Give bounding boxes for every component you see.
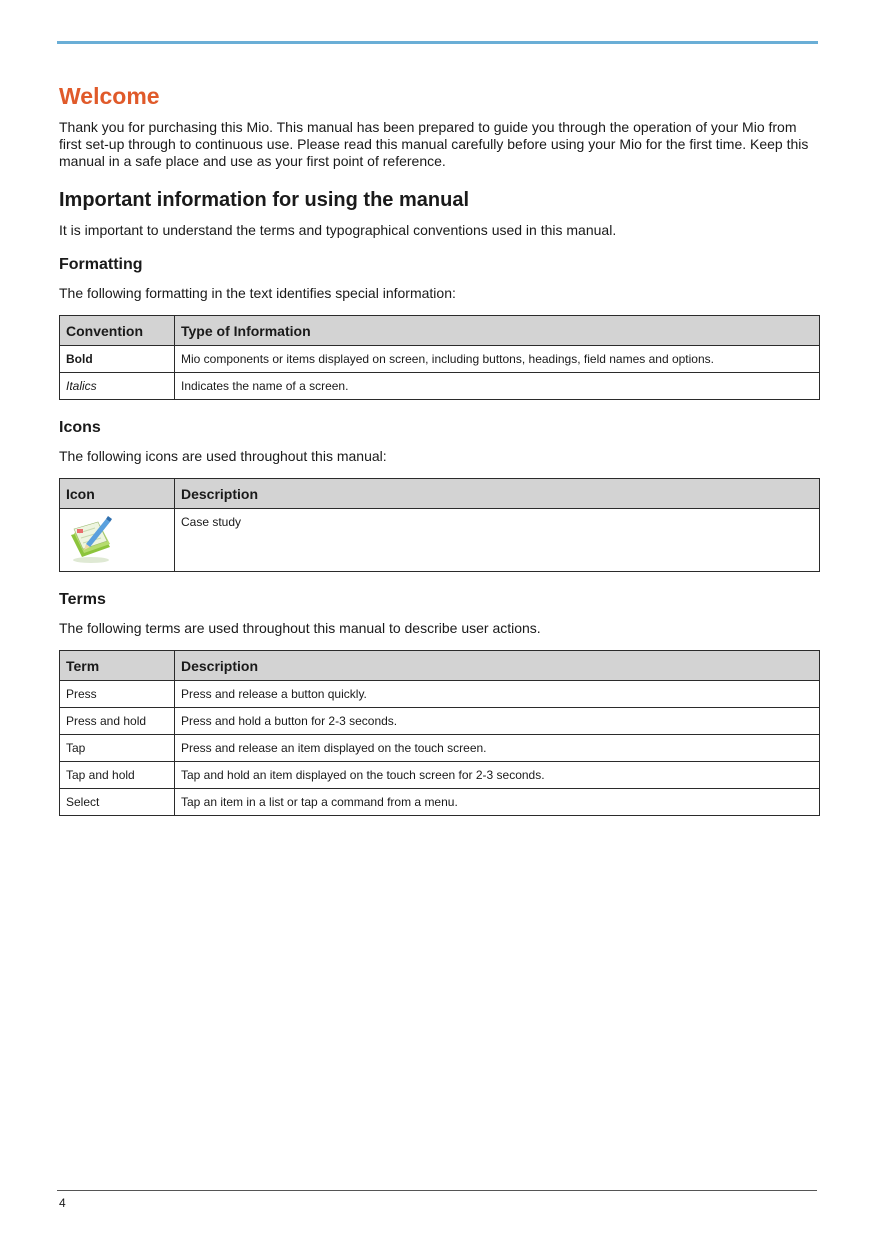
footer-rule — [57, 1190, 817, 1191]
terms-table — [59, 650, 820, 816]
term-cell: Select — [60, 789, 175, 816]
table-row — [60, 681, 820, 708]
formatting-heading: Formatting — [59, 256, 143, 273]
welcome-heading: Welcome — [59, 83, 160, 109]
column-header: Term — [60, 651, 175, 681]
table-header-row — [60, 651, 820, 681]
term-cell: Press — [60, 681, 175, 708]
terms-lead: The following terms are used throughout this manual to describe user actions. — [59, 620, 541, 636]
icons-table — [59, 478, 820, 572]
description-cell: Case study — [175, 509, 820, 572]
welcome-paragraph: Thank you for purchasing this Mio. This manual has been prepared to guide you through the operation of your Mio from first set-up through to continuous use. Please read this manual carefully before using your Mio for the first time. Keep this manual in a safe place and use as your first point of reference. — [59, 119, 809, 169]
formatting-lead: The following formatting in the text identifies special information: — [59, 285, 456, 301]
table-row — [60, 735, 820, 762]
important-heading: Important information for using the manual — [59, 189, 469, 211]
page-number: 4 — [59, 1196, 66, 1210]
term-cell: Tap — [60, 735, 175, 762]
convention-cell: Bold — [60, 346, 175, 373]
column-header: Description — [175, 479, 820, 509]
header-rule — [57, 41, 818, 44]
table-header-row — [60, 316, 820, 346]
column-header: Type of Information — [175, 316, 820, 346]
table-row — [60, 708, 820, 735]
formatting-table — [59, 315, 820, 400]
table-row — [60, 762, 820, 789]
description-cell: Tap an item in a list or tap a command from a menu. — [175, 789, 820, 816]
column-header: Icon — [60, 479, 175, 509]
description-cell: Indicates the name of a screen. — [175, 373, 820, 400]
table-row — [60, 789, 820, 816]
page-content — [59, 82, 820, 834]
important-paragraph: It is important to understand the terms and typographical conventions used in this manual. — [59, 222, 617, 238]
description-cell: Tap and hold an item displayed on the touch screen for 2-3 seconds. — [175, 762, 820, 789]
table-row — [60, 346, 820, 373]
column-header: Description — [175, 651, 820, 681]
table-row — [60, 509, 820, 572]
description-cell: Press and hold a button for 2-3 seconds. — [175, 708, 820, 735]
icon-cell — [60, 509, 175, 572]
terms-heading: Terms — [59, 591, 106, 608]
term-cell: Tap and hold — [60, 762, 175, 789]
column-header: Convention — [60, 316, 175, 346]
term-cell: Press and hold — [60, 708, 175, 735]
description-cell: Mio components or items displayed on screen, including buttons, headings, field names and options. — [175, 346, 820, 373]
table-header-row — [60, 479, 820, 509]
icons-heading: Icons — [59, 419, 101, 436]
description-cell: Press and release an item displayed on the touch screen. — [175, 735, 820, 762]
convention-cell: Italics — [60, 373, 175, 400]
icons-lead: The following icons are used throughout this manual: — [59, 448, 387, 464]
table-row — [60, 373, 820, 400]
description-cell: Press and release a button quickly. — [175, 681, 820, 708]
case-study-icon — [66, 513, 116, 565]
